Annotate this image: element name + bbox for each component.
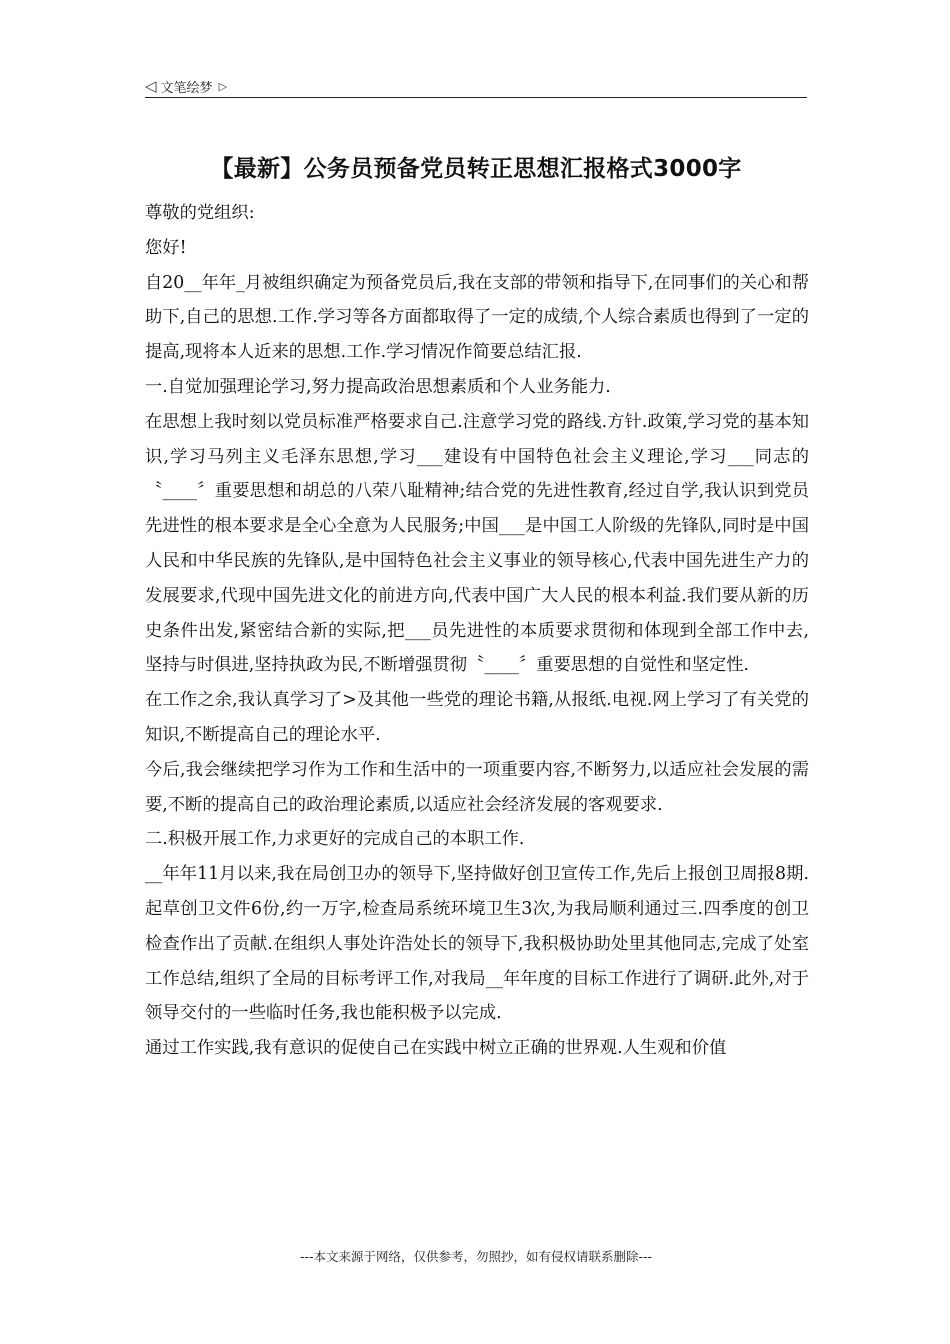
page-footer: ---本文来源于网络，仅供参考，勿照抄，如有侵权请联系删除--- bbox=[299, 1249, 653, 1264]
header-divider bbox=[145, 97, 807, 98]
body-paragraph: 今后,我会继续把学习作为工作和生活中的一项重要内容,不断努力,以适应社会发展的需要,不断的提高自己的政治理论素质,以适应社会经济发展的客观要求. bbox=[145, 759, 809, 815]
body-paragraph: 在思想上我时刻以党员标准严格要求自己.注意学习党的路线.方针.政策,学习党的基本知识,学习马列主义毛泽东思想,学习___建设有中国特色社会主义理论,学习___同志的〝____〞重要思想和胡总的八荣八耻精神;结合党的先进性教育,经过自学,我认识到党员先进性的根本要求是全心全意为人民服务;中国___是中国工人阶级的先锋队,同时是中国人民和中华民族的先锋队,是中国特色社会主义事业的领导核心,代表中国先进生产力的发展要求,代现中国先进文化的前进方向,代表中国广大人民的根本利益.我们要从新的历史条件出发,紧密结合新的实际,把___员先进性的本质要求贯彻和体现到全部工作中去,坚持与时俱进,坚持执政为民,不断增强贯彻〝____〞重要思想的自觉性和坚定性. bbox=[145, 411, 809, 676]
body-paragraph: __年年11月以来,我在局创卫办的领导下,坚持做好创卫宣传工作,先后上报创卫周报8期.起草创卫文件6份,约一万字,检查局系统环境卫生3次,为我局顺利通过三.四季度的创卫检查作出了贡献.在组织人事处许浩处长的领导下,我积极协助处里其他同志,完成了处室工作总结,组织了全局的目标考评工作,对我局__年年度的目标工作进行了调研.此外,对于领导交付的一些临时任务,我也能积极予以完成. bbox=[145, 864, 809, 1024]
salutation: 尊敬的党组织: bbox=[145, 203, 255, 223]
body-paragraph: 在工作之余,我认真学习了>及其他一些党的理论书籍,从报纸.电视.网上学习了有关党的知识,不断提高自己的理论水平. bbox=[145, 690, 809, 745]
document-title: 【最新】公务员预备党员转正思想汇报格式3000字 bbox=[210, 156, 742, 182]
triangle-right-icon: ▷ bbox=[218, 79, 228, 93]
section-heading: 二.积极开展工作,力求更好的完成自己的本职工作. bbox=[145, 829, 525, 850]
body-paragraph: 通过工作实践,我有意识的促使自己在实践中树立正确的世界观.人生观和价值 bbox=[145, 1038, 727, 1059]
page-header bbox=[145, 74, 807, 98]
header-brand: 文笔绘梦 bbox=[160, 80, 213, 96]
document-body bbox=[145, 196, 809, 1066]
triangle-left-icon: ◁ bbox=[145, 76, 157, 95]
greeting: 您好! bbox=[145, 237, 187, 258]
section-heading: 一.自觉加强理论学习,努力提高政治思想素质和个人业务能力. bbox=[145, 376, 611, 397]
body-paragraph: 自20__年年_月被组织确定为预备党员后,我在支部的带领和指导下,在同事们的关心和帮助下,自己的思想.工作.学习等各方面都取得了一定的成绩,个人综合素质也得到了一定的提高,现将本人近来的思想.工作.学习情况作简要总结汇报. bbox=[145, 272, 809, 363]
